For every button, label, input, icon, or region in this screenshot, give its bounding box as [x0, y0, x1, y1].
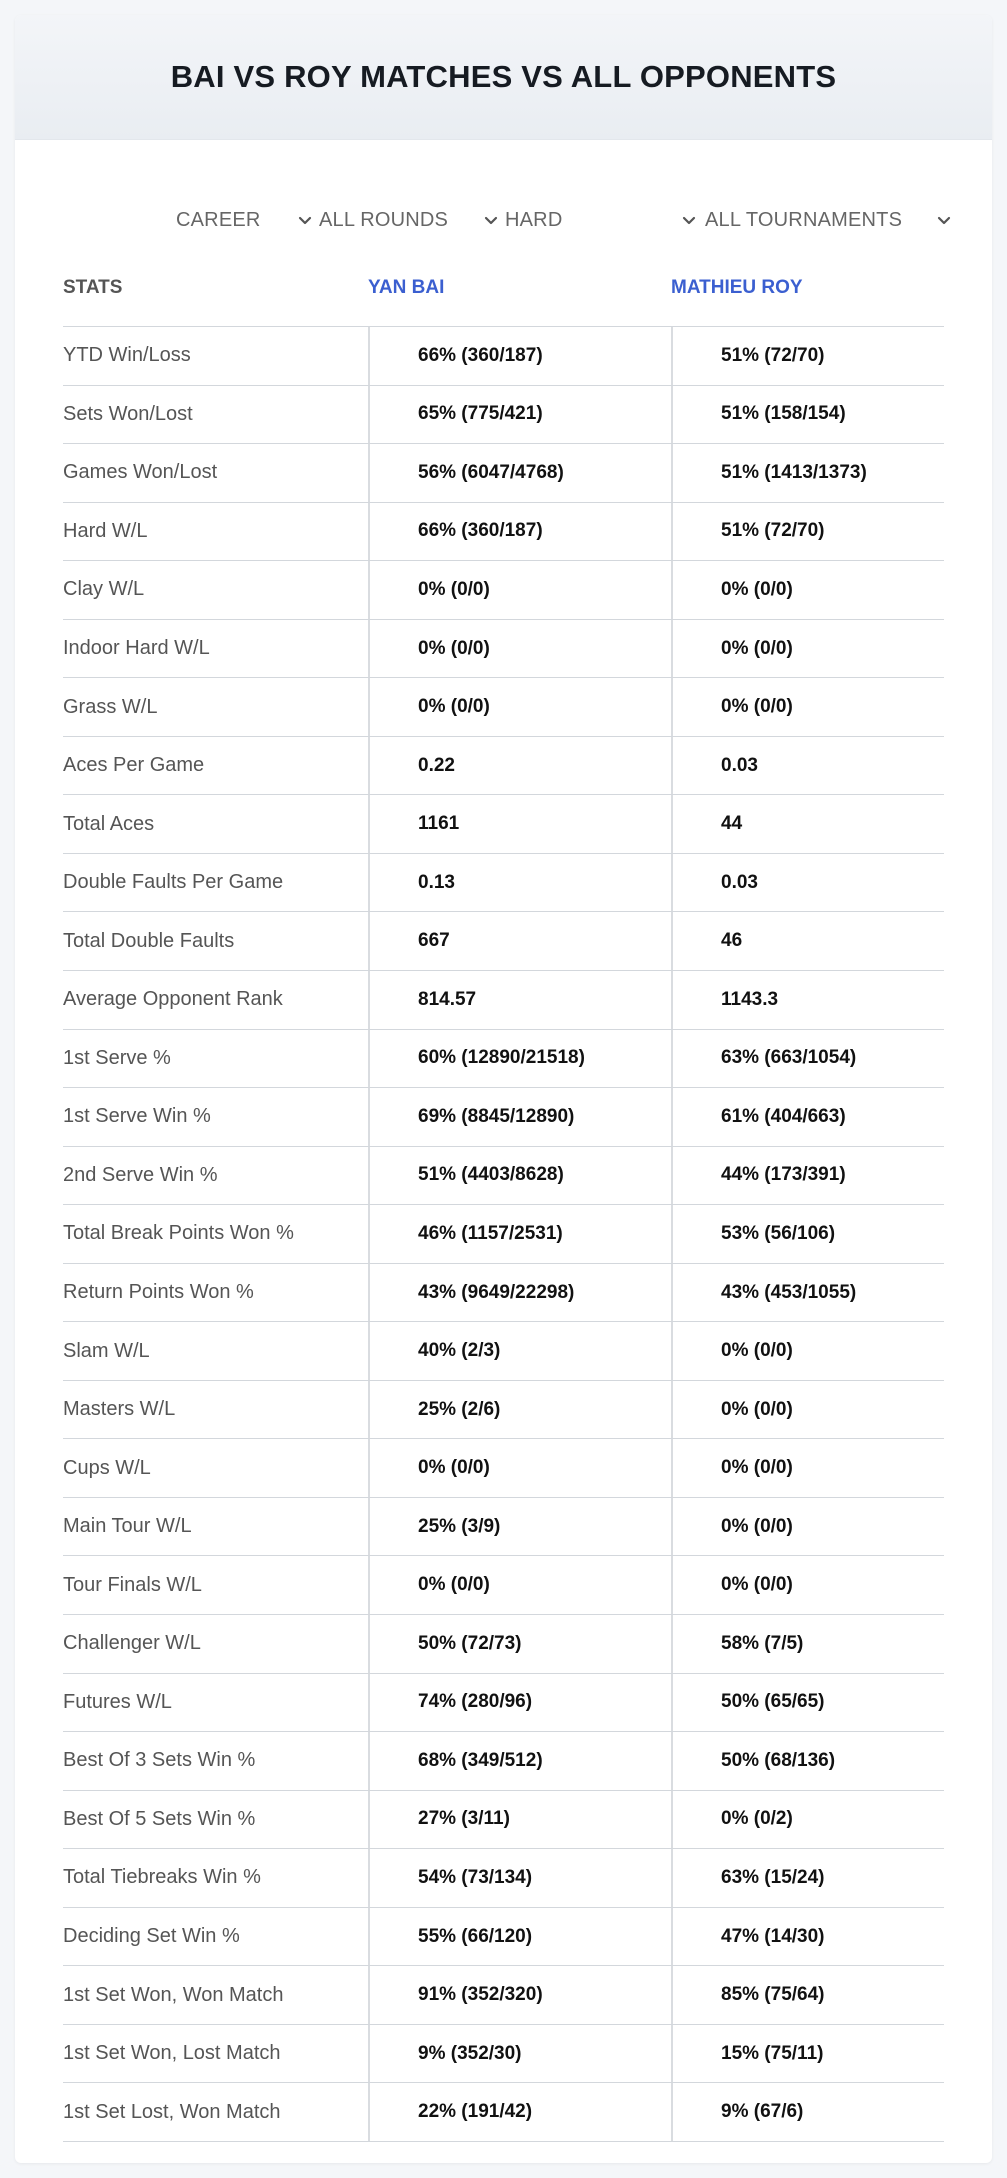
table-row — [63, 1205, 944, 1264]
stat-label: Deciding Set Win % — [63, 1925, 240, 1948]
table-row — [63, 1791, 944, 1850]
table-row — [63, 1381, 944, 1440]
player2-value: 53% (56/106) — [671, 1205, 944, 1263]
rounds-select[interactable] — [319, 190, 499, 250]
player2-value: 58% (7/5) — [671, 1615, 944, 1673]
table-body — [63, 327, 944, 2142]
column-header-stats: STATS — [63, 277, 123, 298]
table-row — [63, 912, 944, 971]
stat-label: Masters W/L — [63, 1398, 176, 1421]
stats-card — [15, 15, 992, 2163]
stat-label: Total Break Points Won % — [63, 1222, 294, 1245]
stat-label: Futures W/L — [63, 1690, 172, 1713]
player1-value: 814.57 — [368, 971, 671, 1029]
stat-label: YTD Win/Loss — [63, 344, 191, 367]
filter-bar — [15, 190, 992, 250]
table-row — [63, 795, 944, 854]
stat-label: 1st Set Lost, Won Match — [63, 2100, 281, 2123]
player2-value: 0% (0/0) — [671, 678, 944, 736]
table-row — [63, 1966, 944, 2025]
stat-label: Aces Per Game — [63, 754, 205, 777]
surface-select[interactable] — [505, 190, 697, 250]
player1-value: 0% (0/0) — [368, 561, 671, 619]
player1-value: 25% (3/9) — [368, 1498, 671, 1556]
player1-value: 68% (349/512) — [368, 1732, 671, 1790]
player1-value: 43% (9649/22298) — [368, 1264, 671, 1322]
table-row — [63, 561, 944, 620]
stat-label: Best Of 5 Sets Win % — [63, 1807, 256, 1830]
table-row — [63, 1908, 944, 1967]
player1-value: 0% (0/0) — [368, 1439, 671, 1497]
player1-value: 0.22 — [368, 737, 671, 795]
table-row — [63, 971, 944, 1030]
surface-select-value: HARD — [505, 208, 563, 231]
player2-value: 0.03 — [671, 854, 944, 912]
player2-value: 0% (0/0) — [671, 561, 944, 619]
player2-value: 0% (0/0) — [671, 1498, 944, 1556]
chevron-down-icon — [297, 212, 313, 228]
player1-value: 69% (8845/12890) — [368, 1088, 671, 1146]
table-row — [63, 1030, 944, 1089]
table-row — [63, 1732, 944, 1791]
player1-value: 0% (0/0) — [368, 1556, 671, 1614]
page-title: BAI VS ROY MATCHES VS ALL OPPONENTS — [170, 59, 837, 94]
chevron-down-icon — [681, 212, 697, 228]
table-row — [63, 327, 944, 386]
table-row — [63, 1147, 944, 1206]
player1-value: 0.13 — [368, 854, 671, 912]
player1-value: 66% (360/187) — [368, 327, 671, 385]
stat-label: Challenger W/L — [63, 1632, 201, 1655]
column-header-player1[interactable]: YAN BAI — [368, 277, 445, 298]
table-row — [63, 386, 944, 445]
player1-value: 0% (0/0) — [368, 620, 671, 678]
player1-value: 60% (12890/21518) — [368, 1030, 671, 1088]
table-header — [63, 250, 944, 327]
player2-value: 0% (0/0) — [671, 620, 944, 678]
player2-value: 0% (0/2) — [671, 1791, 944, 1849]
tournaments-select[interactable] — [705, 190, 952, 250]
player2-value: 85% (75/64) — [671, 1966, 944, 2024]
stat-label: Cups W/L — [63, 1456, 151, 1479]
table-row — [63, 1088, 944, 1147]
player2-value: 51% (72/70) — [671, 327, 944, 385]
player1-value: 66% (360/187) — [368, 503, 671, 561]
player1-value: 50% (72/73) — [368, 1615, 671, 1673]
player1-value: 74% (280/96) — [368, 1674, 671, 1732]
player1-value: 54% (73/134) — [368, 1849, 671, 1907]
player2-value: 63% (663/1054) — [671, 1030, 944, 1088]
player2-value: 0% (0/0) — [671, 1439, 944, 1497]
table-row — [63, 2083, 944, 2142]
player1-value: 65% (775/421) — [368, 386, 671, 444]
stat-label: Total Double Faults — [63, 929, 235, 952]
chevron-down-icon — [483, 212, 499, 228]
stat-label: 1st Serve Win % — [63, 1105, 211, 1128]
player2-value: 44% (173/391) — [671, 1147, 944, 1205]
stat-label: Slam W/L — [63, 1339, 150, 1362]
player2-value: 50% (65/65) — [671, 1674, 944, 1732]
stat-label: Return Points Won % — [63, 1281, 254, 1304]
player2-value: 44 — [671, 795, 944, 853]
table-row — [63, 1439, 944, 1498]
stat-label: 2nd Serve Win % — [63, 1163, 218, 1186]
player1-value: 25% (2/6) — [368, 1381, 671, 1439]
rounds-select-value: ALL ROUNDS — [319, 208, 449, 231]
period-select-value: CAREER — [176, 208, 261, 231]
player2-value: 51% (72/70) — [671, 503, 944, 561]
player2-value: 61% (404/663) — [671, 1088, 944, 1146]
stats-table — [63, 250, 944, 2142]
stat-label: 1st Set Won, Lost Match — [63, 2042, 281, 2065]
table-row — [63, 503, 944, 562]
player1-value: 51% (4403/8628) — [368, 1147, 671, 1205]
table-row — [63, 854, 944, 913]
stat-label: Double Faults Per Game — [63, 871, 284, 894]
table-row — [63, 1674, 944, 1733]
stat-label: Indoor Hard W/L — [63, 637, 210, 659]
stat-label: 1st Serve % — [63, 1046, 171, 1069]
stat-label: 1st Set Won, Won Match — [63, 1983, 284, 2006]
player2-value: 46 — [671, 912, 944, 970]
player2-value: 50% (68/136) — [671, 1732, 944, 1790]
player2-value: 1143.3 — [671, 971, 944, 1029]
player2-value: 0% (0/0) — [671, 1381, 944, 1439]
period-select[interactable] — [176, 190, 313, 250]
stat-label: Total Aces — [63, 812, 155, 835]
stat-label: Average Opponent Rank — [63, 988, 283, 1011]
stat-label: Main Tour W/L — [63, 1515, 192, 1538]
player2-value: 43% (453/1055) — [671, 1264, 944, 1322]
player1-value: 9% (352/30) — [368, 2025, 671, 2083]
chevron-down-icon — [936, 212, 952, 228]
stat-label: Total Tiebreaks Win % — [63, 1866, 261, 1889]
player2-value: 63% (15/24) — [671, 1849, 944, 1907]
player1-value: 40% (2/3) — [368, 1322, 671, 1380]
table-row — [63, 1498, 944, 1557]
table-row — [63, 1264, 944, 1323]
stat-label: Games Won/Lost — [63, 461, 218, 484]
stat-label: Grass W/L — [63, 695, 158, 718]
stat-label: Tour Finals W/L — [63, 1573, 202, 1596]
table-row — [63, 1615, 944, 1674]
table-row — [63, 1556, 944, 1615]
column-header-player2[interactable]: MATHIEU ROY — [671, 277, 803, 298]
player1-value: 1161 — [368, 795, 671, 853]
table-row — [63, 678, 944, 737]
player1-value: 91% (352/320) — [368, 1966, 671, 2024]
stat-label: Hard W/L — [63, 519, 148, 542]
player2-value: 47% (14/30) — [671, 1908, 944, 1966]
player2-value: 51% (1413/1373) — [671, 444, 944, 502]
player2-value: 0% (0/0) — [671, 1556, 944, 1614]
table-row — [63, 1322, 944, 1381]
player2-value: 0.03 — [671, 737, 944, 795]
player1-value: 56% (6047/4768) — [368, 444, 671, 502]
player1-value: 27% (3/11) — [368, 1791, 671, 1849]
player1-value: 46% (1157/2531) — [368, 1205, 671, 1263]
player1-value: 667 — [368, 912, 671, 970]
table-row — [63, 737, 944, 796]
player2-value: 51% (158/154) — [671, 386, 944, 444]
player2-value: 9% (67/6) — [671, 2083, 944, 2141]
player2-value: 15% (75/11) — [671, 2025, 944, 2083]
table-row — [63, 2025, 944, 2084]
table-row — [63, 1849, 944, 1908]
player2-value: 0% (0/0) — [671, 1322, 944, 1380]
table-row — [63, 620, 944, 679]
player1-value: 55% (66/120) — [368, 1908, 671, 1966]
player1-value: 22% (191/42) — [368, 2083, 671, 2141]
stat-label: Sets Won/Lost — [63, 402, 193, 425]
stat-label: Best Of 3 Sets Win % — [63, 1749, 256, 1772]
player1-value: 0% (0/0) — [368, 678, 671, 736]
page-header — [15, 15, 992, 140]
stat-label: Clay W/L — [63, 578, 145, 601]
table-row — [63, 444, 944, 503]
tournaments-select-value: ALL TOURNAMENTS — [705, 208, 903, 231]
